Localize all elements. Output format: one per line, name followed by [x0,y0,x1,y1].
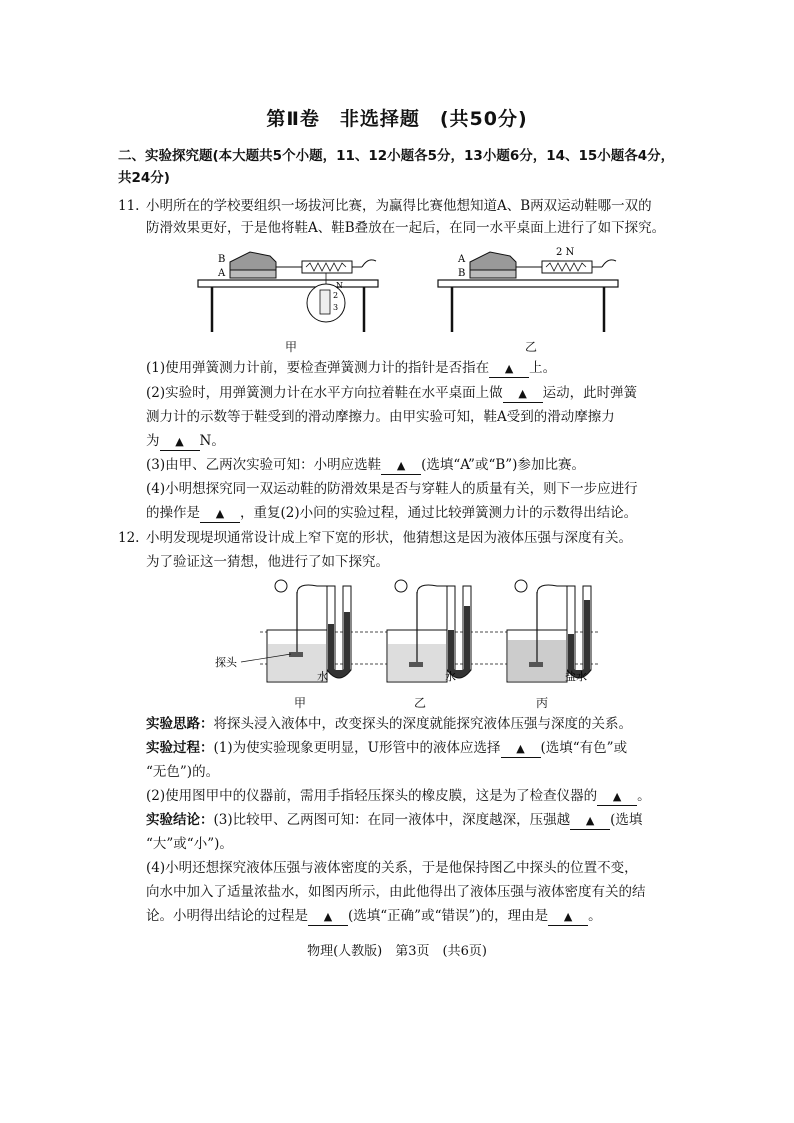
q11-right-bottom-label: B [458,268,466,279]
q11-stem-line1: 小明所在的学校要组织一场拔河比赛，为赢得比赛他想知道A、B两双运动鞋哪一双的 [146,198,652,214]
q12-setup-2 [387,580,471,682]
q12-liquid-label-1: 水 [317,670,328,683]
answer-blank[interactable]: ▲ [501,741,541,758]
q12-conclusion-p3: 实验结论：(3)比较甲、乙两图可知：在同一液体中，深度越深，压强越 ▲ (选填 [146,812,643,828]
answer-blank[interactable]: ▲ [503,386,543,403]
q12-idea: 实验思路：将探头浸入液体中，改变探头的深度就能探究液体压强与深度的关系。 [146,716,632,732]
answer-blank[interactable]: ▲ [489,361,529,378]
q11-fig-right [438,247,618,332]
q11-figure [190,240,640,350]
q11-scale-unit: N [336,281,343,290]
q11-p2-line3: 为 ▲ N。 [146,433,225,449]
q11-scale-tick-1: 2 [333,291,339,300]
answer-blank[interactable]: ▲ [308,909,348,926]
q11-p3: (3)由甲、乙两次实验可知：小明应选鞋 ▲ (选填“A”或“B”)参加比赛。 [146,457,585,473]
q12-stem-line1: 小明发现堤坝通常设计成上窄下宽的形状，他猜想这是因为液体压强与深度有关。 [146,530,632,546]
q11-right-force: 2 N [556,247,575,258]
q11-p4-line2: 的操作是 ▲ ，重复(2)小问的实验过程，通过比较弹簧测力计的示数得出结论。 [146,505,638,521]
q12-p4-line2: 向水中加入了适量浓盐水，如图丙所示，由此他得出了液体压强与液体密度有关的结 [146,884,646,900]
q11-p2-line2: 测力计的示数等于鞋受到的滑动摩擦力。由甲实验可知，鞋A受到的滑动摩擦力 [146,409,615,425]
answer-blank[interactable]: ▲ [570,813,610,830]
q12-p2: (2)使用图甲中的仪器前，需用手指轻压探头的橡皮膜，这是为了检查仪器的 ▲ 。 [146,788,651,804]
q11-right-top-label: A [458,254,466,265]
q11-left-bottom-label: A [218,268,226,279]
q12-p4-line1: (4)小明还想探究液体压强与液体密度的关系，于是他保持图乙中探头的位置不变， [146,860,638,876]
q12-setup-1 [267,580,351,682]
q11-p4-line1: (4)小明想探究同一双运动鞋的防滑效果是否与穿鞋人的质量有关，则下一步应进行 [146,481,638,497]
q12-p3-line2: “大”或“小”)。 [146,836,233,852]
q12-liquid-label-3: 盐水 [565,670,587,683]
part-heading-line2: 共24分) [118,170,170,186]
answer-blank[interactable]: ▲ [160,434,200,451]
q12-setup-3 [507,580,591,682]
q12-fig-caption-3: 丙 [536,696,549,710]
q12-fig-caption-2: 乙 [414,696,427,710]
q12-number: 12. [118,530,140,546]
answer-blank[interactable]: ▲ [548,909,588,926]
q11-left-top-label: B [218,254,226,265]
q11-p2-line1: (2)实验时，用弹簧测力计在水平方向拉着鞋在水平桌面上做 ▲ 运动，此时弹簧 [146,385,638,401]
q11-scale-tick-2: 3 [333,303,339,312]
q11-stem-line2: 防滑效果更好，于是他将鞋A、鞋B叠放在一起后，在同一水平桌面上进行了如下探究。 [146,220,666,236]
q12-process-p1: 实验过程：(1)为使实验现象更明显，U形管中的液体应选择 ▲ (选填“有色”或 [146,740,628,756]
q11-p1: (1)使用弹簧测力计前，要检查弹簧测力计的指针是否指在 ▲ 上。 [146,360,557,376]
part-heading-line1: 二、实验探究题(本大题共5个小题，11、12小题各5分，13小题6分，14、15小题各4分， [118,148,675,164]
q12-liquid-label-2: 水 [445,670,456,683]
section-title: 第Ⅱ卷 非选择题 (共50分) [266,108,528,130]
q12-figure [215,572,605,692]
q12-p1-line2: “无色”)的。 [146,764,220,780]
q12-probe-label: 探头 [215,656,237,669]
q11-fig-left [198,252,378,332]
answer-blank[interactable]: ▲ [200,506,240,523]
q12-fig-caption-1: 甲 [294,696,307,710]
q12-p4-line3: 论。小明得出结论的过程是 ▲ (选填“正确”或“错误”)的，理由是 ▲ 。 [146,908,602,924]
q12-stem-line2: 为了验证这一猜想，他进行了如下探究。 [146,554,389,570]
q11-fig-caption-right: 乙 [525,340,538,354]
answer-blank[interactable]: ▲ [381,458,421,475]
answer-blank[interactable]: ▲ [597,789,637,806]
q11-number: 11. [118,198,140,214]
q11-fig-caption-left: 甲 [285,340,298,354]
page-footer: 物理(人教版) 第3页 (共6页) [307,944,487,959]
